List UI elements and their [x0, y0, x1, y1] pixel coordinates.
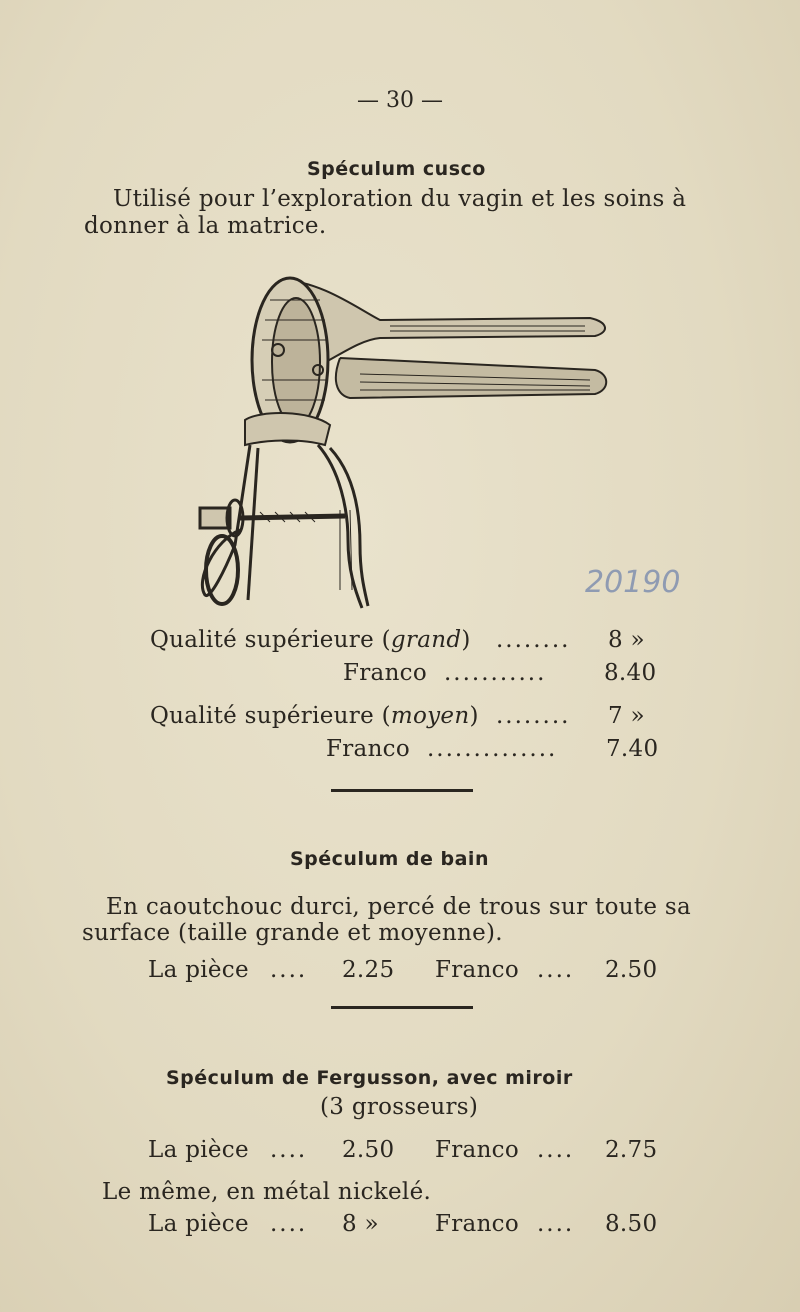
section3-piece-price: 2.50 [342, 1137, 395, 1163]
label-suffix: ) [461, 627, 471, 653]
price-franco-grand: 8.40 [604, 660, 657, 686]
price-row-moyen-label [150, 703, 479, 729]
section3-variant-piece-label: La pièce [148, 1211, 249, 1237]
section2-piece-label: La pièce [148, 957, 249, 983]
section2-piece-price: 2.25 [342, 957, 395, 983]
section3-variant-franco-price: 8.50 [605, 1211, 658, 1237]
section-title-speculum-de-bain: Spéculum de bain [290, 848, 489, 870]
label-prefix: Qualité supérieure ( [150, 627, 391, 653]
price-row-grand-label [150, 627, 471, 653]
dot-leader: ........... [444, 660, 547, 686]
section3-subtitle: (3 grosseurs) [320, 1094, 479, 1120]
label-suffix: ) [469, 703, 479, 729]
price-row-franco-moyen-label: Franco [326, 736, 411, 762]
section-title-speculum-cusco: Spéculum cusco [307, 158, 486, 180]
price-franco-moyen: 7.40 [606, 736, 659, 762]
dot-leader: ........ [496, 703, 571, 729]
price-moyen: 7 » [608, 703, 645, 729]
section2-description-line1: En caoutchouc durci, percé de trous sur toute sa [106, 894, 692, 920]
section-title-speculum-fergusson: Spéculum de Fergusson, avec miroir [166, 1067, 573, 1089]
section2-franco-price: 2.50 [605, 957, 658, 983]
dot-leader: .... [537, 1211, 575, 1237]
pencil-annotation: 20190 [585, 565, 681, 600]
label-prefix: Qualité supérieure ( [150, 703, 391, 729]
page-number: — 30 — [357, 88, 443, 113]
price-row-franco-grand-label: Franco [343, 660, 428, 686]
dot-leader: .... [270, 1137, 308, 1163]
dot-leader: .............. [427, 736, 558, 762]
section-divider [331, 1006, 473, 1009]
section2-description-line2: surface (taille grande et moyenne). [82, 920, 503, 946]
dot-leader: .... [270, 1211, 308, 1237]
label-size: moyen [390, 703, 470, 729]
section3-franco-label: Franco [435, 1137, 520, 1163]
section2-franco-label: Franco [435, 957, 520, 983]
dot-leader: ........ [496, 627, 571, 653]
section3-variant-piece-price: 8 » [342, 1211, 379, 1237]
section1-description-line1: Utilisé pour l’exploration du vagin et les soins à [113, 186, 687, 212]
section3-variant: Le même, en métal nickelé. [102, 1179, 432, 1205]
label-size: grand [390, 627, 462, 653]
dot-leader: .... [270, 957, 308, 983]
section-divider [331, 789, 473, 792]
section3-piece-label: La pièce [148, 1137, 249, 1163]
speculum-illustration [190, 270, 615, 620]
dot-leader: .... [537, 957, 575, 983]
dot-leader: .... [537, 1137, 575, 1163]
section3-franco-price: 2.75 [605, 1137, 658, 1163]
section3-variant-franco-label: Franco [435, 1211, 520, 1237]
price-grand: 8 » [608, 627, 645, 653]
section1-description-line2: donner à la matrice. [84, 213, 327, 239]
